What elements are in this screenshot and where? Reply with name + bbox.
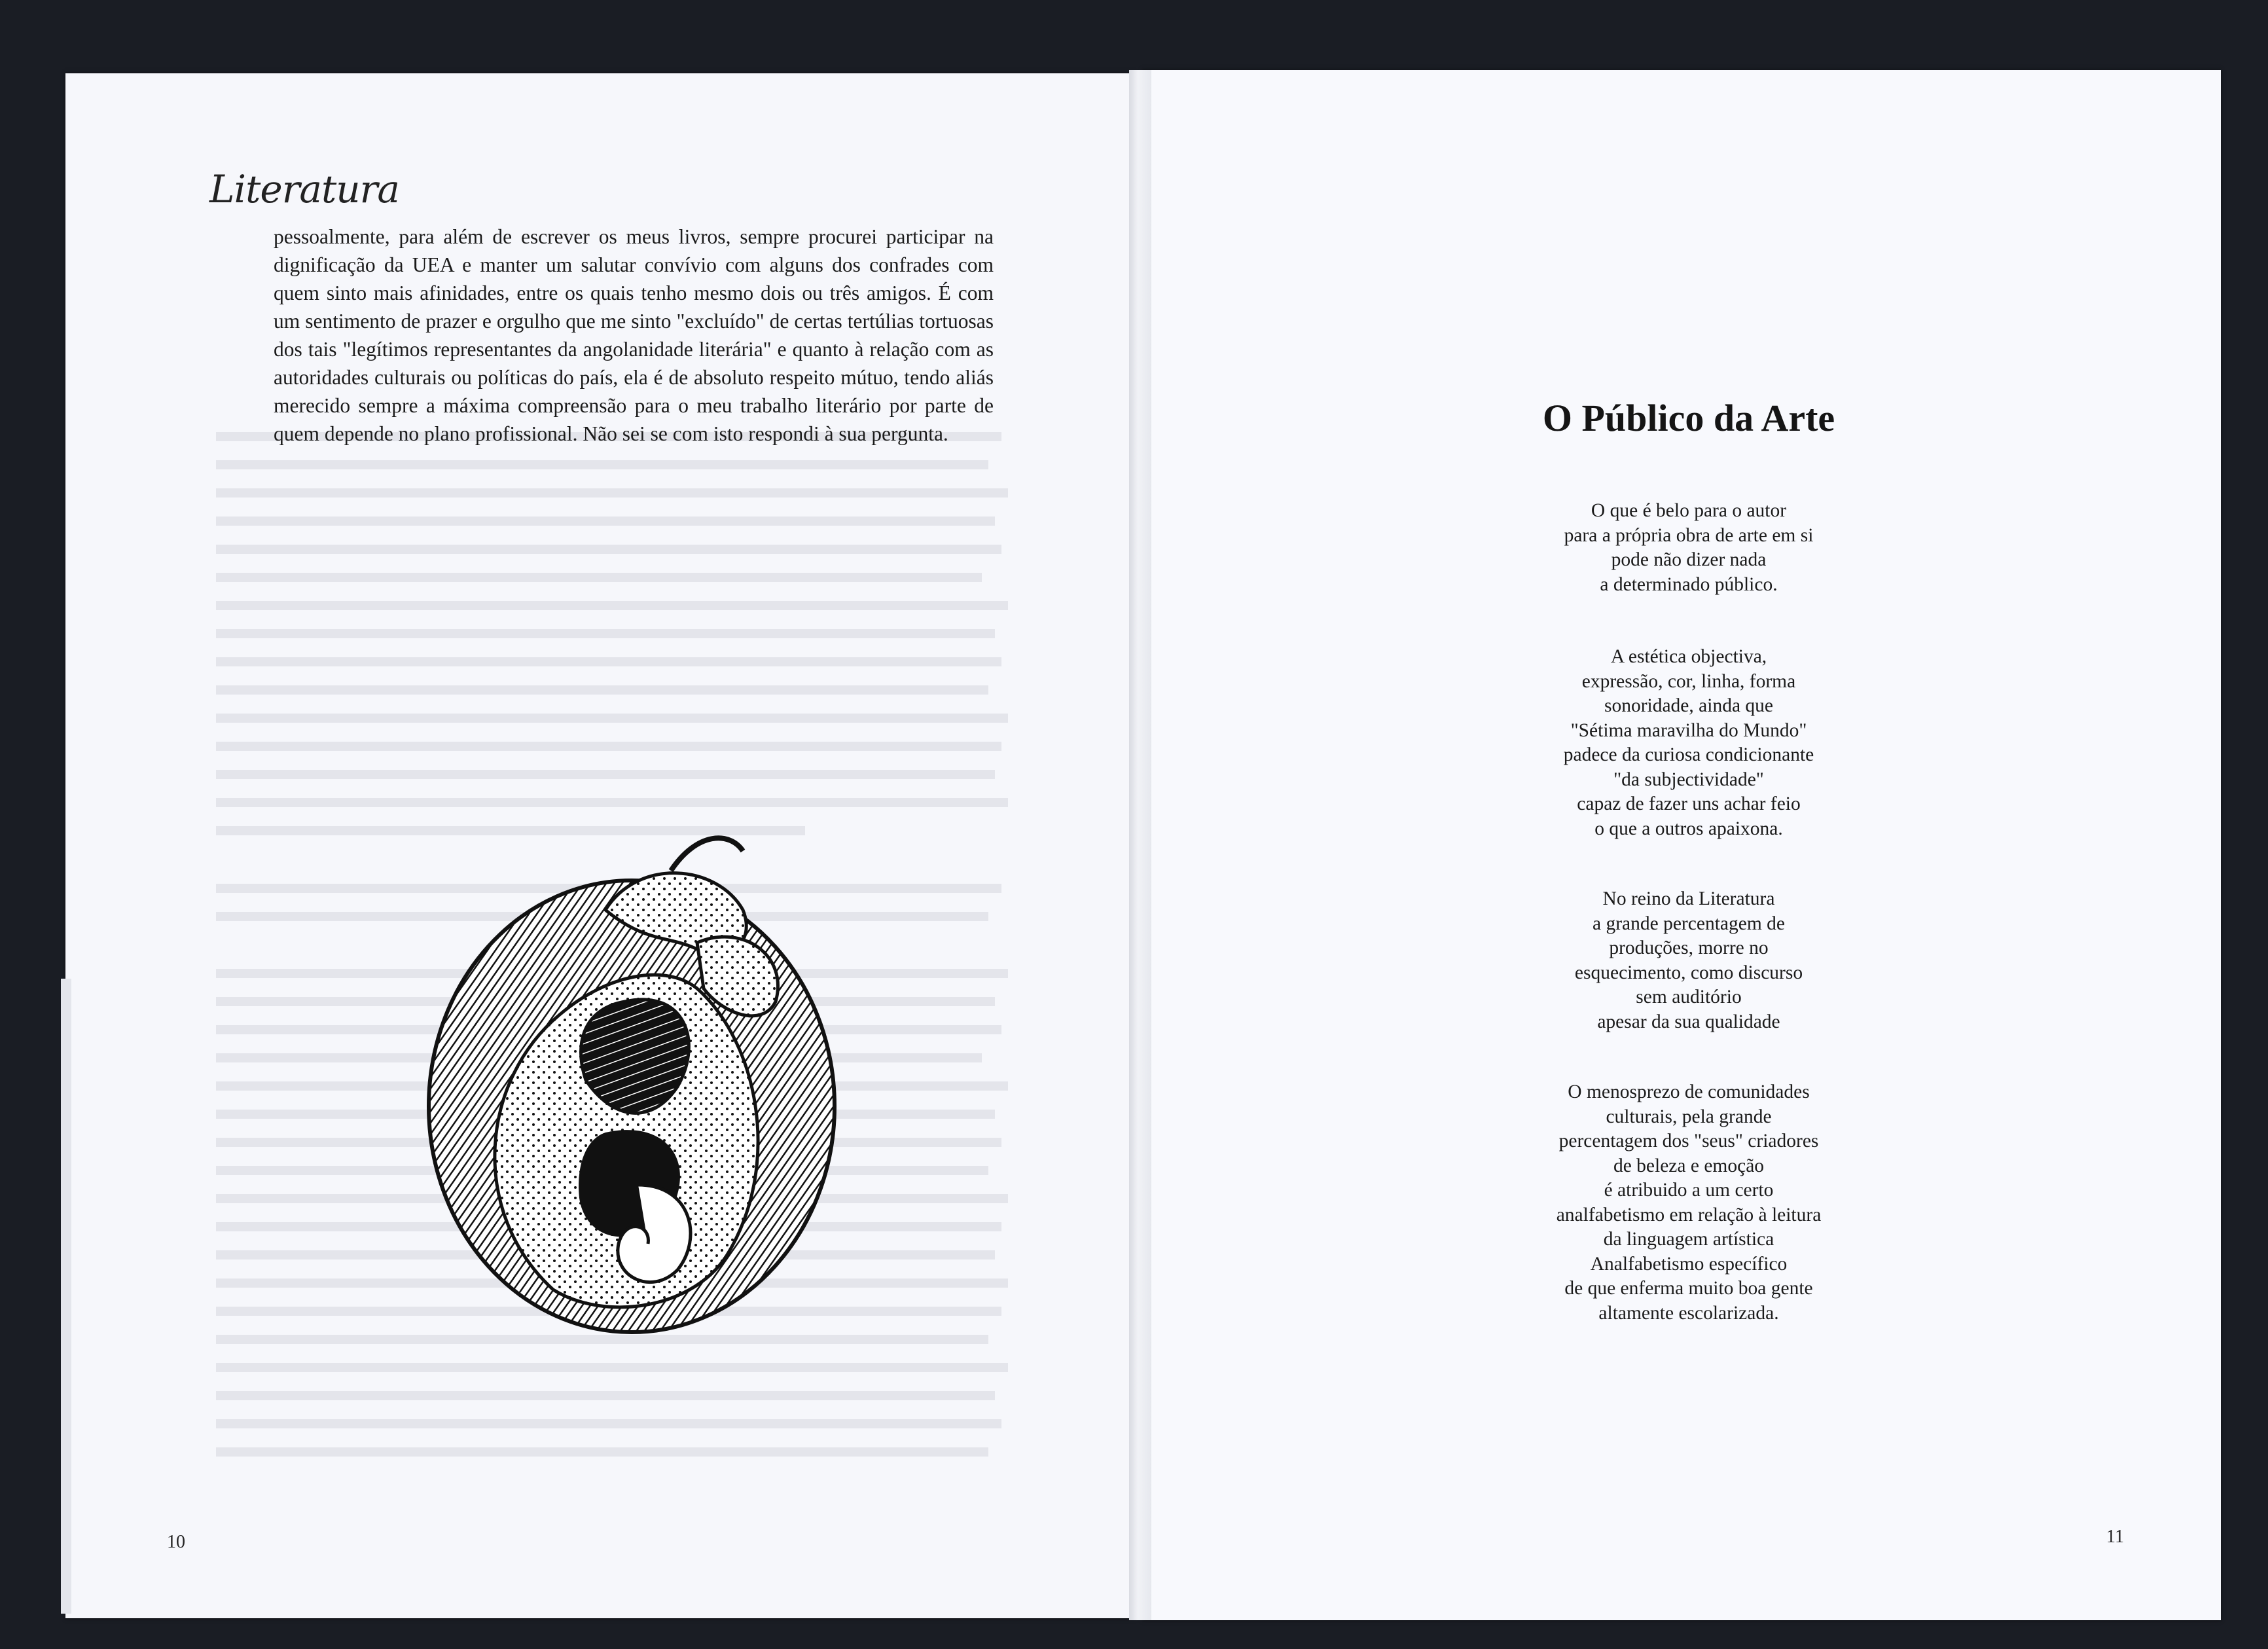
stanza-line: sonoridade, ainda que bbox=[1604, 695, 1774, 716]
stanza-line: de beleza e emoção bbox=[1613, 1155, 1765, 1176]
stanza-line: Analfabetismo específico bbox=[1590, 1253, 1788, 1275]
stanza-line: produções, morre no bbox=[1609, 937, 1769, 958]
stanza-line: de que enferma muito boa gente bbox=[1564, 1278, 1813, 1299]
stanza-line: No reino da Literatura bbox=[1602, 888, 1775, 909]
poem-title: O Público da Arte bbox=[1542, 397, 1835, 439]
stanza-line: A estética objectiva, bbox=[1610, 646, 1767, 667]
stanza-1 bbox=[1460, 499, 1918, 597]
body-paragraph: pessoalmente, para além de escrever os meus livros, sempre procurei participar na dignificação da UEA e manter um salutar convívio com alguns dos confrades com quem sinto mais afinidades, entre os quais tenho mesmo dois ou três amigos. É com um sentimento de prazer e orgulho que me sinto "excluído" de certas tertúlias tortuosas dos tais "legítimos representantes da angolanidade literária" e quanto à relação com as autoridades culturais ou políticas do país, ela é de absoluto respeito mútuo, tendo aliás merecido sempre a máxima compreensão para o meu trabalho literário por parte de quem depende no plano profissional. Não sei se com isto respondi à sua pergunta. bbox=[274, 225, 994, 445]
stanza-line: "da subjectividade" bbox=[1613, 769, 1764, 790]
book-gutter bbox=[1129, 70, 1151, 1620]
stanza-line: padece da curiosa condicionante bbox=[1563, 744, 1814, 765]
stanza-line: expressão, cor, linha, forma bbox=[1581, 670, 1796, 692]
right-page bbox=[1142, 70, 2221, 1620]
page-number-right: 11 bbox=[2106, 1527, 2124, 1547]
stanza-line: analfabetismo em relação à leitura bbox=[1556, 1204, 1822, 1225]
stanza-line: sem auditório bbox=[1636, 987, 1742, 1007]
stanza-2 bbox=[1460, 645, 1918, 841]
stanza-line: O que é belo para o autor bbox=[1591, 500, 1787, 521]
section-title: Literatura bbox=[209, 167, 399, 211]
ink-illustration bbox=[389, 792, 874, 1335]
stanza-line: apesar da sua qualidade bbox=[1597, 1011, 1780, 1032]
page-number-left: 10 bbox=[167, 1532, 185, 1552]
stanza-line: culturais, pela grande bbox=[1606, 1106, 1772, 1127]
stanza-line: capaz de fazer uns achar feio bbox=[1577, 793, 1801, 814]
stanza-3 bbox=[1460, 887, 1918, 1034]
stanza-line: esquecimento, como discurso bbox=[1574, 962, 1803, 983]
page-edge bbox=[61, 979, 71, 1614]
stanza-line: da linguagem artística bbox=[1603, 1229, 1774, 1250]
stanza-line: "Sétima maravilha do Mundo" bbox=[1570, 719, 1807, 741]
stanza-line: pode não dizer nada bbox=[1611, 549, 1767, 570]
stanza-line: a determinado público. bbox=[1600, 573, 1778, 595]
stanza-line: é atribuido a um certo bbox=[1604, 1180, 1774, 1201]
stanza-line: para a própria obra de arte em si bbox=[1564, 524, 1814, 546]
stanza-line: O menosprezo de comunidades bbox=[1568, 1081, 1810, 1102]
stanza-4 bbox=[1460, 1080, 1918, 1326]
stanza-line: altamente escolarizada. bbox=[1598, 1302, 1779, 1324]
stanza-line: percentagem dos "seus" criadores bbox=[1558, 1131, 1819, 1151]
stanza-line: o que a outros apaixona. bbox=[1594, 818, 1783, 839]
stanza-line: a grande percentagem de bbox=[1592, 913, 1785, 934]
